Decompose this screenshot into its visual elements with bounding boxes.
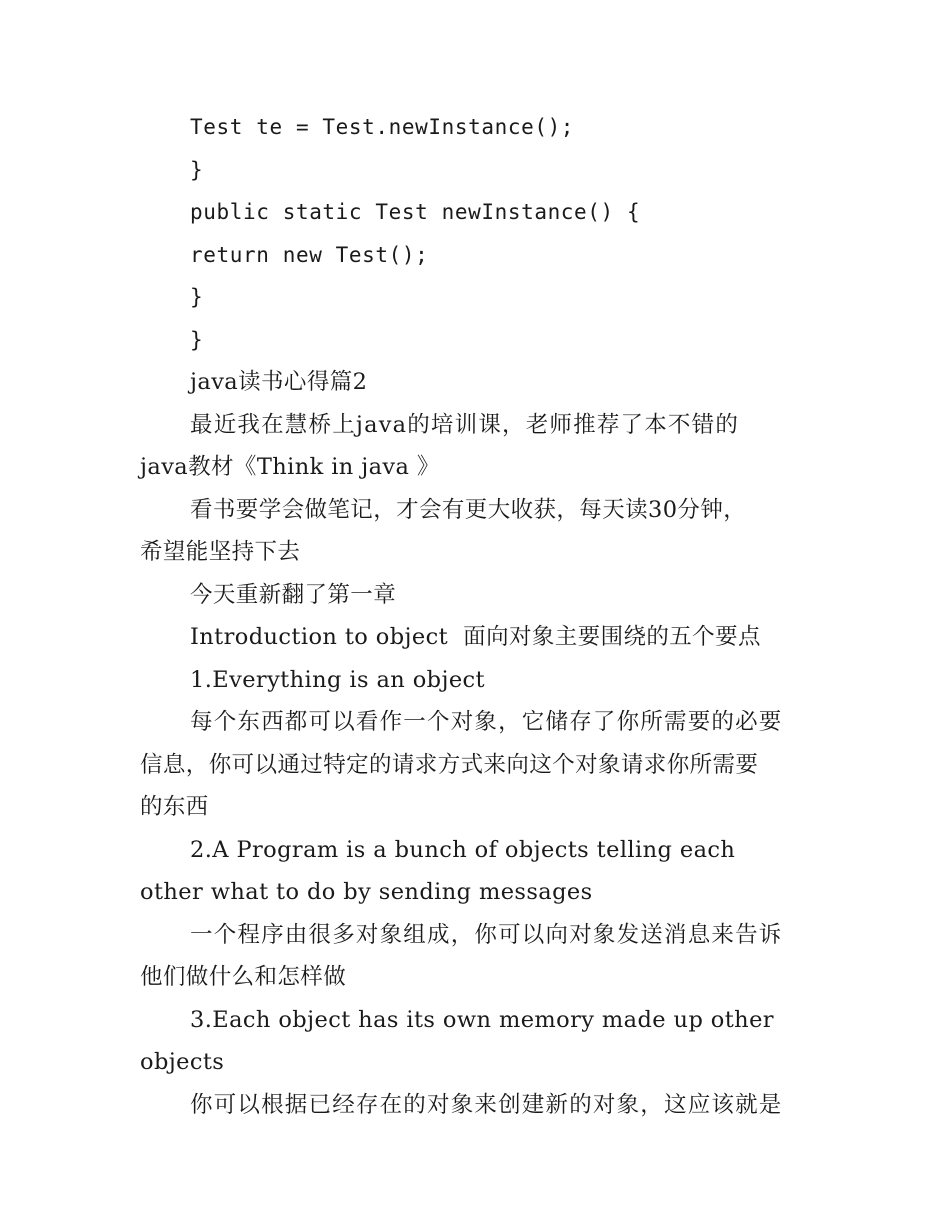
paragraph-line: 最近我在慧桥上java的培训课，老师推荐了本不错的 bbox=[190, 411, 740, 438]
paragraph-line: other what to do by sending messages bbox=[140, 879, 593, 905]
paragraph-line: 希望能坚持下去 bbox=[140, 539, 301, 565]
code-line: } bbox=[190, 285, 204, 309]
code-line: } bbox=[190, 157, 204, 182]
paragraph-line: objects bbox=[140, 1049, 225, 1075]
paragraph-line: 的东西 bbox=[140, 794, 209, 820]
paragraph-line: 今天重新翻了第一章 bbox=[190, 581, 397, 608]
code-line: return new Test(); bbox=[190, 242, 429, 267]
paragraph-line: 信息，你可以通过特定的请求方式来向这个对象请求你所需要 bbox=[140, 751, 759, 778]
paragraph-line: Introduction to object 面向对象主要围绕的五个要点 bbox=[190, 624, 761, 650]
section-heading: java读书心得篇2 bbox=[190, 369, 368, 395]
paragraph-line: 他们做什么和怎样做 bbox=[140, 964, 347, 990]
paragraph-line: 看书要学会做笔记，才会有更大收获，每天读30分钟， bbox=[190, 496, 747, 523]
code-line: Test te = Test.newInstance(); bbox=[190, 115, 575, 139]
paragraph-line: 一个程序由很多对象组成，你可以向对象发送消息来告诉 bbox=[190, 921, 783, 948]
list-item: 3.Each object has its own memory made up other bbox=[190, 1006, 774, 1033]
list-item: 2.A Program is a bunch of objects telling each bbox=[190, 836, 736, 863]
list-item: 1.Everything is an object bbox=[190, 666, 485, 693]
document-body bbox=[140, 106, 812, 1126]
paragraph-line: java教材《Think in java 》 bbox=[140, 454, 440, 480]
paragraph-line: 你可以根据已经存在的对象来创建新的对象，这应该就是 bbox=[190, 1091, 783, 1118]
paragraph-line: 每个东西都可以看作一个对象，它储存了你所需要的必要 bbox=[190, 709, 783, 735]
code-line: public static Test newInstance() { bbox=[190, 200, 641, 224]
code-line: } bbox=[190, 327, 204, 352]
